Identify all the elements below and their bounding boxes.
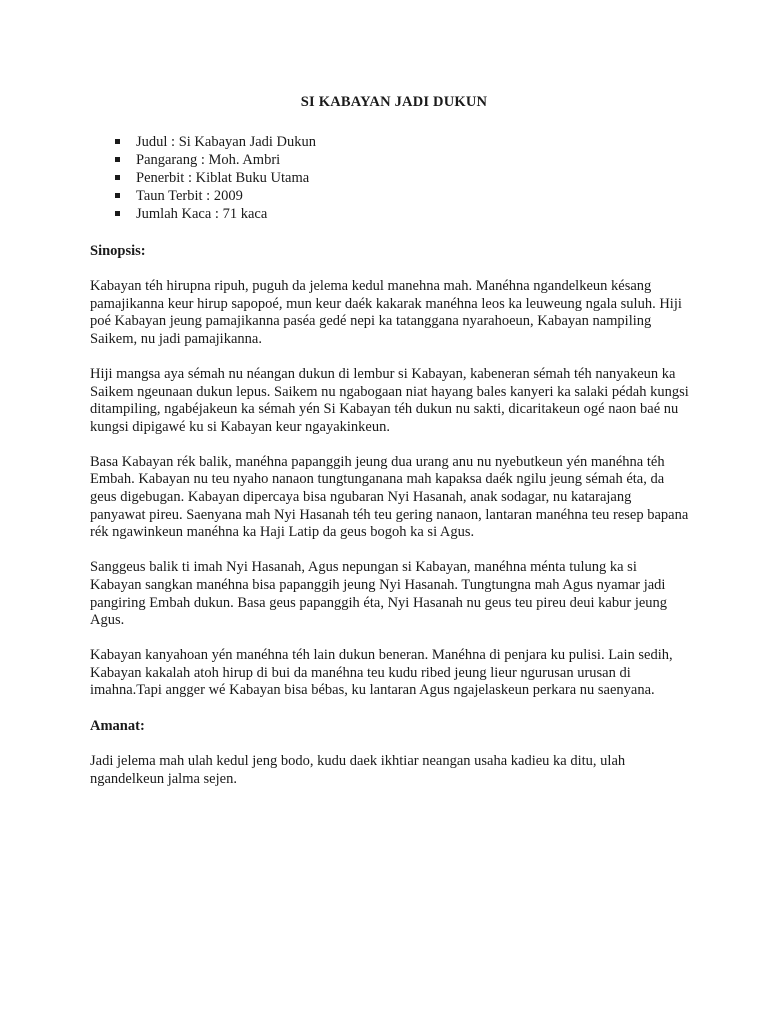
book-title-info: Judul : Si Kabayan Jadi Dukun [136, 134, 317, 150]
list-item [90, 133, 690, 151]
book-pages-info: Jumlah Kaca : 71 kaca [136, 206, 268, 222]
square-bullet-icon [115, 139, 120, 144]
document-title: SI KABAYAN JADI DUKUN [300, 94, 488, 110]
sinopsis-paragraph: Kabayan téh hirupna ripuh, puguh da jelema kedul manehna mah. Manéhna ngandelkeun késang pamajikanna keur hirup sapopoé, mun keur daék kakarak manéhna leos ka leuweung ngala suluh. Hiji poé Kabayan jeung pamajikanna paséa gedé nepi ka tatanggana nyarahoeun, Kabayan nampiling Saikem, nu jadi pamajikanna. [90, 278, 682, 348]
square-bullet-icon [115, 175, 120, 180]
list-item [90, 205, 690, 223]
sinopsis-heading: Sinopsis: [90, 243, 146, 259]
book-info-list [90, 133, 690, 223]
square-bullet-icon [115, 157, 120, 162]
list-item [90, 187, 690, 205]
list-item [90, 151, 690, 169]
book-publisher-info: Penerbit : Kiblat Buku Utama [136, 170, 310, 186]
sinopsis-paragraph: Sanggeus balik ti imah Nyi Hasanah, Agus nepungan si Kabayan, manéhna ménta tulung ka si Kabayan sangkan manéhna bisa papanggih jeung Nyi Hasanah. Tungtungna mah Agus nyamar jadi pangiring Embah dukun. Basa geus papanggih éta, Nyi Hasanah nu geus teu pireu deui kabur jeung Agus. [90, 559, 668, 629]
sinopsis-paragraph: Basa Kabayan rék balik, manéhna papanggih jeung dua urang anu nu nyebutkeun yén manéhna téh Embah. Kabayan nu teu nyaho nanaon tungtunganana mah kapaksa daék ngilu jeung sémah éta, da geus digebugan. Kabayan dipercaya bisa ngubaran Nyi Hasanah, anak sodagar, nu katarajang panyawat pireu. Saenyana mah Nyi Hasanah téh teu gering nanaon, lantaran manéhna teu resep bapana rék ngawinkeun manéhna ka Haji Latip da geus bogoh ka si Agus. [90, 453, 689, 541]
list-item [90, 169, 690, 187]
square-bullet-icon [115, 211, 120, 216]
book-year-info: Taun Terbit : 2009 [136, 188, 243, 204]
sinopsis-paragraph: Hiji mangsa aya sémah nu néangan dukun di lembur si Kabayan, kabeneran sémah téh nanyakeun ka Saikem ngeunaan dukun lepus. Saikem nu ngabogaan niat hayang bales kanyeri ka salaki pédah kungsi ditampiling, ngabéjakeun ka sémah yén Si Kabayan téh dukun nu sakti, dicaritakeun ogé naon baé nu kungsi dipigawé ku si Kabayan keur ngayakinkeun. [90, 365, 689, 435]
amanat-paragraph: Jadi jelema mah ulah kedul jeng bodo, kudu daek ikhtiar neangan usaha kadieu ka ditu, ulah ngandelkeun jalma sejen. [90, 753, 626, 787]
amanat-heading: Amanat: [90, 718, 145, 735]
document-content [90, 94, 690, 805]
sinopsis-paragraph: Kabayan kanyahoan yén manéhna téh lain dukun beneran. Manéhna di penjara ku pulisi. Lain sedih, Kabayan kakalah atoh hirup di bui da manéhna teu kudu ribed jeung lieur ngurusan urusan di imahna.Tapi angger wé Kabayan bisa bébas, ku lantaran Agus ngajelaskeun perkara nu saenyana. [90, 646, 673, 699]
book-author-info: Pangarang : Moh. Ambri [136, 152, 281, 168]
square-bullet-icon [115, 193, 120, 198]
